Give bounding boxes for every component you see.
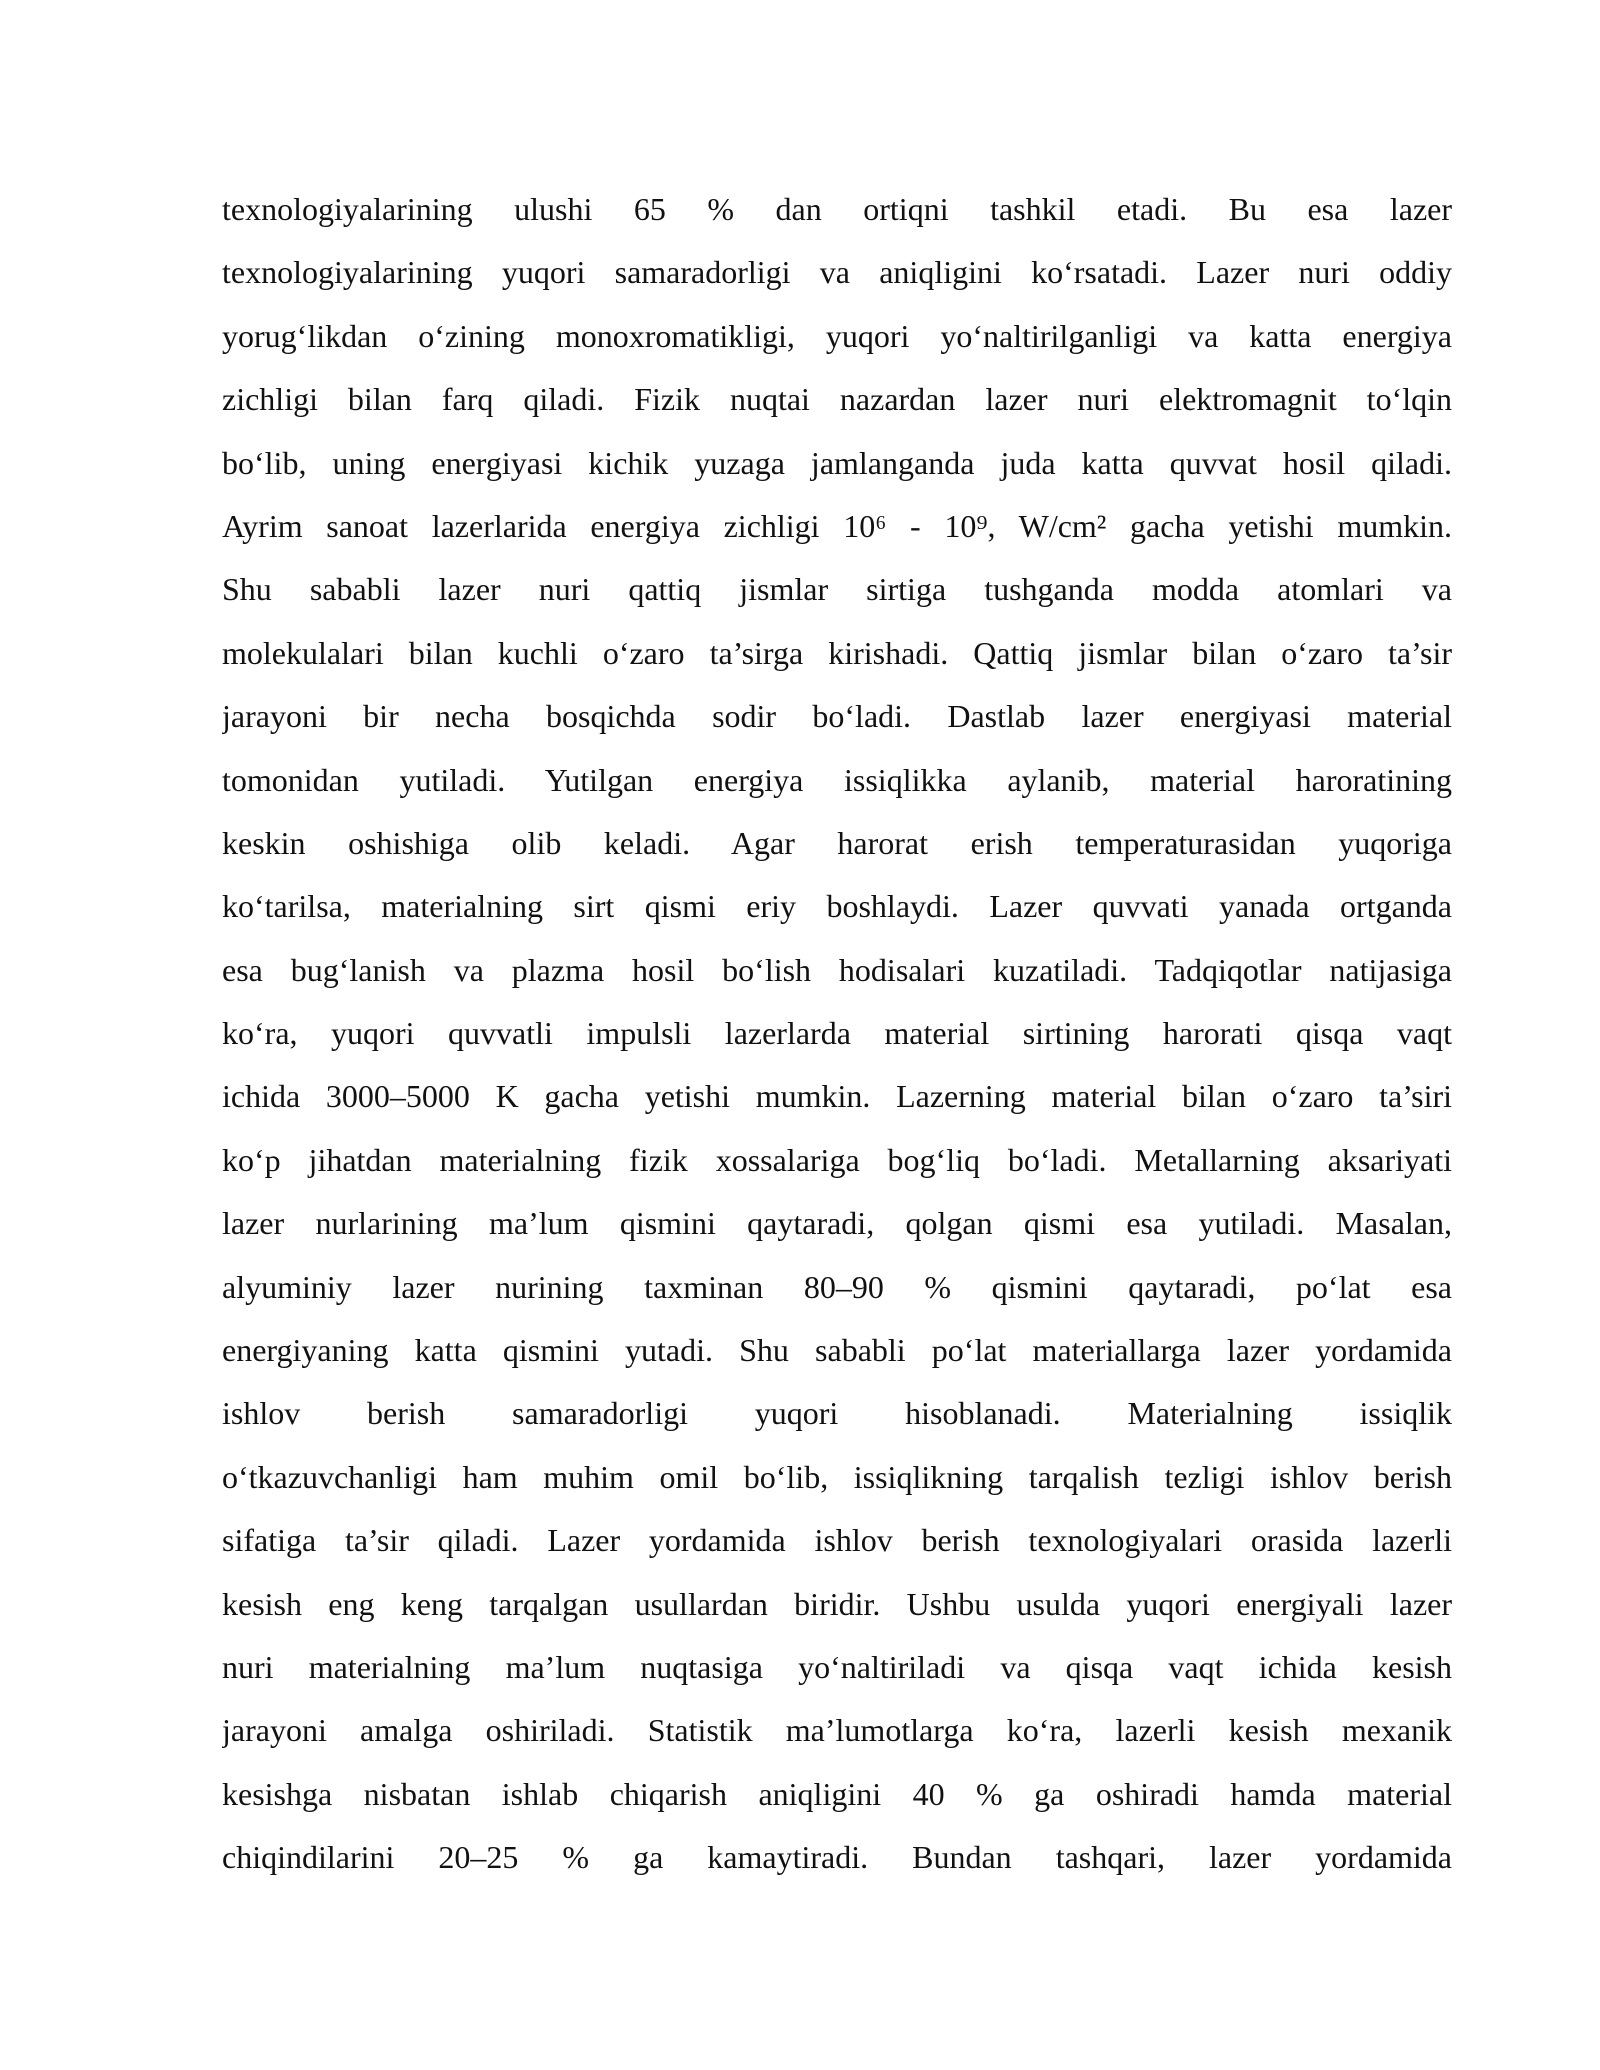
text-line: bo‘lib, uning energiyasi kichik yuzaga jamlanganda juda katta quvvat hosil qiladi. bbox=[222, 444, 1452, 481]
text-line: kesish eng keng tarqalgan usullardan biridir. Ushbu usulda yuqori energiyali lazer bbox=[222, 1585, 1452, 1622]
text-line: ko‘p jihatdan materialning fizik xossalariga bog‘liq bo‘ladi. Metallarning aksariyati bbox=[222, 1141, 1452, 1178]
text-line: energiyaning katta qismini yutadi. Shu sababli po‘lat materiallarga lazer yordamida bbox=[222, 1332, 1452, 1369]
text-line: tomonidan yutiladi. Yutilgan energiya issiqlikka aylanib, material haroratining bbox=[222, 761, 1452, 798]
text-line: jarayoni amalga oshiriladi. Statistik ma’lumotlarga ko‘ra, lazerli kesish mexanik bbox=[222, 1712, 1452, 1749]
text-line: keskin oshishiga olib keladi. Agar harorat erish temperaturasidan yuqoriga bbox=[222, 824, 1452, 861]
text-line: o‘tkazuvchanligi ham muhim omil bo‘lib, issiqlikning tarqalish tezligi ishlov berish bbox=[222, 1458, 1452, 1495]
text-line: molekulalari bilan kuchli o‘zaro ta’sirga kirishadi. Qattiq jismlar bilan o‘zaro ta’sir bbox=[222, 634, 1452, 671]
text-line: ishlov berish samaradorligi yuqori hisoblanadi. Materialning issiqlik bbox=[222, 1395, 1452, 1432]
text-line: esa bug‘lanish va plazma hosil bo‘lish hodisalari kuzatiladi. Tadqiqotlar natijasiga bbox=[222, 951, 1452, 988]
body-paragraph bbox=[222, 178, 1452, 1890]
text-line: ichida 3000–5000 K gacha yetishi mumkin. Lazerning material bilan o‘zaro ta’siri bbox=[222, 1078, 1452, 1115]
text-line: Ayrim sanoat lazerlarida energiya zichligi 10⁶ - 10⁹, W/cm² gacha yetishi mumkin. bbox=[222, 507, 1452, 544]
text-line: kesishga nisbatan ishlab chiqarish aniqligini 40 % ga oshiradi hamda material bbox=[222, 1775, 1452, 1812]
text-line: chiqindilarini 20–25 % ga kamaytiradi. Bundan tashqari, lazer yordamida bbox=[222, 1839, 1452, 1876]
text-line: yorug‘likdan o‘zining monoxromatikligi, yuqori yo‘naltirilganligi va katta energiya bbox=[222, 317, 1452, 354]
text-line: nuri materialning ma’lum nuqtasiga yo‘naltiriladi va qisqa vaqt ichida kesish bbox=[222, 1648, 1452, 1685]
text-line: sifatiga ta’sir qiladi. Lazer yordamida ishlov berish texnologiyalari orasida lazerli bbox=[222, 1522, 1452, 1559]
text-line: ko‘tarilsa, materialning sirt qismi eriy boshlaydi. Lazer quvvati yanada ortganda bbox=[222, 888, 1452, 925]
text-line: zichligi bilan farq qiladi. Fizik nuqtai nazardan lazer nuri elektromagnit to‘lqin bbox=[222, 381, 1452, 418]
text-line: alyuminiy lazer nurining taxminan 80–90 % qismini qaytaradi, po‘lat esa bbox=[222, 1268, 1452, 1305]
text-line: texnologiyalarining ulushi 65 % dan ortiqni tashkil etadi. Bu esa lazer bbox=[222, 191, 1452, 227]
text-line: jarayoni bir necha bosqichda sodir bo‘ladi. Dastlab lazer energiyasi material bbox=[222, 698, 1452, 735]
text-line: texnologiyalarining yuqori samaradorligi va aniqligini ko‘rsatadi. Lazer nuri oddiy bbox=[222, 254, 1452, 291]
text-line: ko‘ra, yuqori quvvatli impulsli lazerlarda material sirtining harorati qisqa vaqt bbox=[222, 1015, 1452, 1052]
text-line: lazer nurlarining ma’lum qismini qaytaradi, qolgan qismi esa yutiladi. Masalan, bbox=[222, 1205, 1452, 1242]
text-line: Shu sababli lazer nuri qattiq jismlar sirtiga tushganda modda atomlari va bbox=[222, 571, 1452, 608]
